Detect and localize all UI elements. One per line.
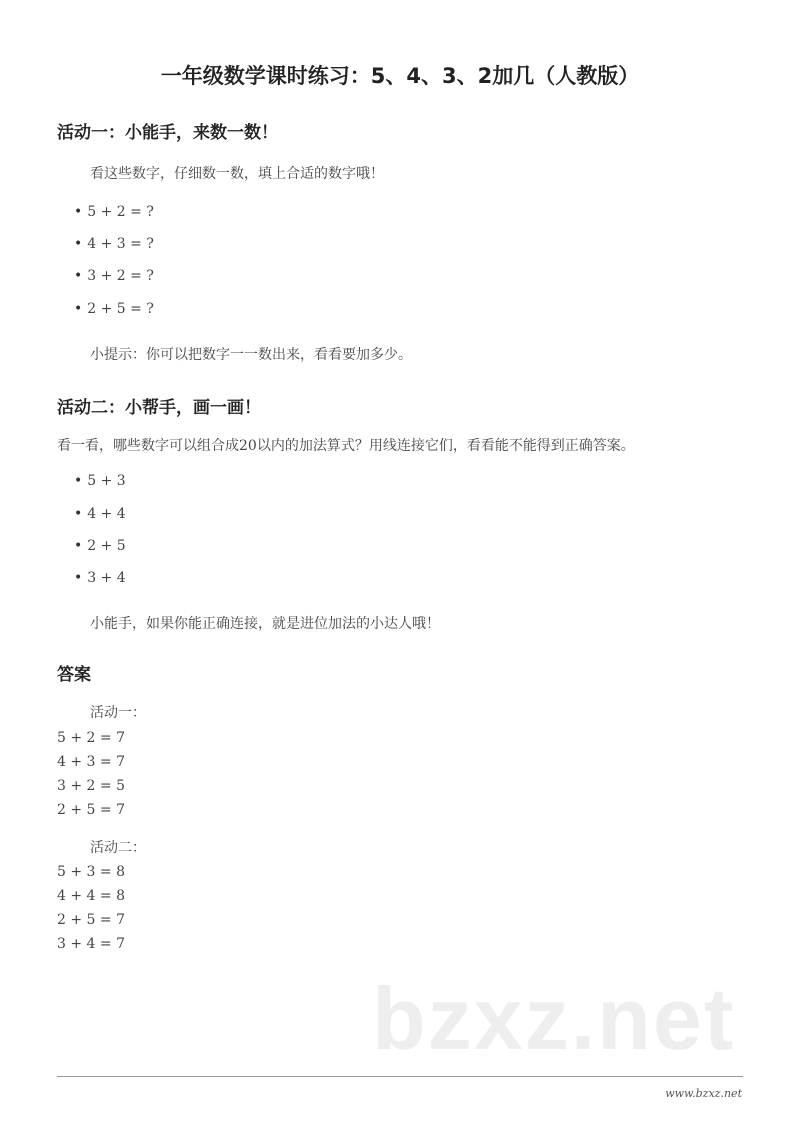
answer-line: 4 + 4 = 8 bbox=[57, 888, 125, 904]
watermark: bzxz.net bbox=[372, 969, 736, 1068]
list-item: • 3 + 4 bbox=[74, 571, 126, 585]
activity1-heading: 活动一：小能手，来数一数！ bbox=[57, 123, 278, 143]
footer-url: www.bzxz.net bbox=[665, 1087, 742, 1100]
list-item: • 5 + 3 bbox=[74, 474, 126, 488]
answer-line: 3 + 4 = 7 bbox=[57, 936, 125, 952]
page-title: 一年级数学课时练习：5、4、3、2加几（人教版） bbox=[160, 64, 640, 88]
answer-line: 3 + 2 = 5 bbox=[57, 778, 125, 794]
answers-group1-label: 活动一： bbox=[90, 705, 146, 721]
activity1-intro: 看这些数字，仔细数一数，填上合适的数字哦！ bbox=[90, 166, 384, 182]
answer-line: 4 + 3 = 7 bbox=[57, 754, 125, 770]
list-item: • 4 + 3 = ? bbox=[74, 237, 154, 251]
answer-line: 2 + 5 = 7 bbox=[57, 802, 125, 818]
answers-group2-label: 活动二： bbox=[90, 840, 146, 856]
footer-divider bbox=[57, 1076, 743, 1077]
list-item: • 4 + 4 bbox=[74, 507, 126, 521]
answer-line: 5 + 3 = 8 bbox=[57, 864, 125, 880]
list-item: • 5 + 2 = ? bbox=[74, 205, 154, 219]
list-item: • 3 + 2 = ? bbox=[74, 269, 154, 283]
activity1-hint: 小提示：你可以把数字一一数出来，看看要加多少。 bbox=[90, 347, 412, 363]
list-item: • 2 + 5 = ? bbox=[74, 302, 154, 316]
answers-heading: 答案 bbox=[57, 665, 91, 685]
activity2-heading: 活动二：小帮手，画一画！ bbox=[57, 398, 261, 418]
answer-line: 5 + 2 = 7 bbox=[57, 730, 125, 746]
answer-line: 2 + 5 = 7 bbox=[57, 912, 125, 928]
activity2-outro: 小能手，如果你能正确连接，就是进位加法的小达人哦！ bbox=[90, 616, 440, 632]
list-item: • 2 + 5 bbox=[74, 539, 126, 553]
activity2-intro: 看一看，哪些数字可以组合成20以内的加法算式？用线连接它们，看看能不能得到正确答案。 bbox=[57, 438, 635, 454]
